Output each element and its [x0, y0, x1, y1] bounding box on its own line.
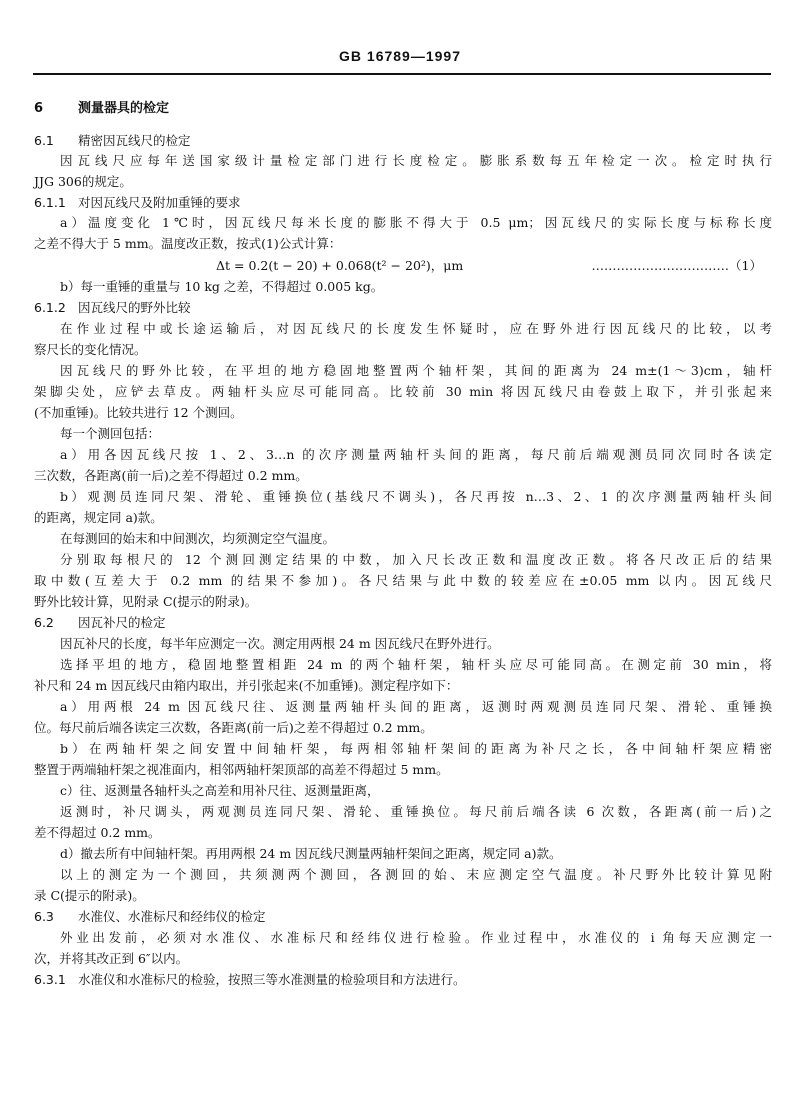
paragraph-line: a）用各因瓦线尺按 1、2、3…n 的次序测量两轴杆头间的距离，每尺前后端观测员同次同时各读定 [60, 447, 772, 462]
paragraph-line: 取中数(互差大于 0.2 mm 的结果不参加)。各尺结果与此中数的较差应在±0.05 mm 以内。因瓦线尺 [34, 573, 772, 588]
paragraph-line: 位。每尺前后端各读定三次数，各距离(前一后)之差不得超过 0.2 mm。 [34, 720, 433, 735]
section-title: 水准仪、水准标尺和经纬仪的检定 [78, 909, 266, 924]
section-number: 6.1.2 [34, 300, 66, 315]
paragraph-line: 外业出发前，必须对水准仪、水准标尺和经纬仪进行检验。作业过程中，水准仪的 i 角每天应测定一 [60, 930, 772, 945]
section-number: 6.1 [34, 133, 54, 148]
paragraph-line: b）每一重锤的重量与 10 kg 之差，不得超过 0.005 kg。 [60, 279, 384, 294]
section-title: 对因瓦线尺及附加重锤的要求 [78, 195, 241, 210]
paragraph-line: 差不得超过 0.2 mm。 [34, 825, 161, 840]
paragraph-line: 架脚尖处，应铲去草皮。两轴杆头应尽可能同高。比较前 30 min 将因瓦线尺由卷鼓上取下，并引张起来 [34, 384, 772, 399]
paragraph-line: 因瓦线尺的野外比较，在平坦的地方稳固地整置两个轴杆架，其间的距离为 24 m±(1～3)cm，轴杆 [60, 363, 772, 378]
section-6-1-2-heading [34, 300, 774, 316]
paragraph-line: b）观测员连同尺架、滑轮、重锤换位(基线尺不调头)，各尺再按 n…3、2、1 的次序测量两轴杆头间 [60, 489, 772, 504]
section-6-3-heading [34, 909, 774, 925]
paragraph-line: 每一个测回包括： [60, 426, 161, 441]
section-text: 水准仪和水准标尺的检验，按照三等水准测量的检验项目和方法进行。 [78, 972, 466, 987]
paragraph-line: 整置于两端轴杆架之视准面内，相邻两轴杆架顶部的高差不得超过 5 mm。 [34, 762, 449, 777]
paragraph-line: 分别取每根尺的 12 个测回测定结果的中数，加入尺长改正数和温度改正数。将各尺改正后的结果 [60, 552, 772, 567]
paragraph-line: (不加重锤)。比较共进行 12 个测回。 [34, 405, 243, 420]
paragraph-line: d）撤去所有中间轴杆架。再用两根 24 m 因瓦线尺测量两轴杆架间之距离，规定同 a)款。 [60, 846, 562, 861]
paragraph-line: 在每测回的始末和中间测次，均须测定空气温度。 [60, 531, 336, 546]
paragraph-line: 以上的测定为一个测回，共须测两个测回，各测回的始、末应测定空气温度。补尺野外比较计算见附 [60, 867, 772, 882]
paragraph-line: 选择平坦的地方，稳固地整置相距 24 m 的两个轴杆架，轴杆头应尽可能同高。在测定前 30 min，将 [60, 657, 772, 672]
paragraph-line: 因瓦线尺应每年送国家级计量检定部门进行长度检定。膨胀系数每五年检定一次。检定时执行 [60, 153, 772, 168]
standard-number-header: GB 16789—1997 [339, 48, 461, 64]
paragraph-line: a）用两根 24 m 因瓦线尺往、返测量两轴杆头间的距离，返测时两观测员连同尺架、滑轮、重锤换 [60, 699, 772, 714]
section-number: 6.3 [34, 909, 54, 924]
section-number: 6.1.1 [34, 195, 66, 210]
section-number: 6 [34, 101, 44, 116]
section-title: 因瓦线尺的野外比较 [78, 300, 191, 315]
section-number: 6.2 [34, 615, 54, 630]
paragraph-line: 在作业过程中或长途运输后，对因瓦线尺的长度发生怀疑时，应在野外进行因瓦线尺的比较，以考 [60, 321, 772, 336]
paragraph-line: 录 C(提示的附录)。 [34, 888, 145, 903]
formula-1-number: ……………………………（1） [591, 258, 762, 273]
section-6-heading [34, 101, 774, 117]
paragraph-line: 补尺和 24 m 因瓦线尺由箱内取出，并引张起来(不加重锤)。测定程序如下： [34, 678, 459, 693]
paragraph-line: 察尺长的变化情况。 [34, 342, 147, 357]
paragraph-line: c）往、返测量各轴杆头之高差和用补尺往、返测量距离， [60, 783, 380, 798]
paragraph-line: 返测时，补尺调头，两观测员连同尺架、滑轮、重锤换位。每尺前后端各读 6 次数，各距离(前一后)之 [60, 804, 772, 819]
section-title: 精密因瓦线尺的检定 [78, 133, 191, 148]
header-rule [33, 73, 771, 75]
section-6-1-heading [34, 133, 774, 149]
paragraph-line: 之差不得大于 5 mm。温度改正数，按式(1)公式计算： [34, 236, 342, 251]
paragraph-line: 三次数，各距离(前一后)之差不得超过 0.2 mm。 [34, 468, 308, 483]
formula-1: Δt = 0.2(t − 20) + 0.068(t² − 20²)，μm [216, 258, 464, 273]
section-title: 因瓦补尺的检定 [78, 615, 166, 630]
section-number: 6.3.1 [34, 972, 66, 987]
paragraph-line: 因瓦补尺的长度，每半年应测定一次。测定用两根 24 m 因瓦线尺在野外进行。 [60, 636, 500, 651]
section-title: 测量器具的检定 [78, 101, 170, 116]
paragraph-line: 的距离，规定同 a)款。 [34, 510, 163, 525]
section-6-2-heading [34, 615, 774, 631]
paragraph-line: b）在两轴杆架之间安置中间轴杆架，每两相邻轴杆架间的距离为补尺之长，各中间轴杆架应精密 [60, 741, 772, 756]
paragraph-line: 次，并将其改正到 6″以内。 [34, 951, 189, 966]
paragraph-line: JJG 306的规定。 [34, 174, 132, 189]
section-6-3-1-heading [34, 972, 774, 988]
paragraph-line: a）温度变化 1℃时，因瓦线尺每米长度的膨胀不得大于 0.5 μm；因瓦线尺的实际长度与标称长度 [60, 215, 772, 230]
section-6-1-1-heading [34, 195, 774, 211]
paragraph-line: 野外比较计算，见附录 C(提示的附录)。 [34, 594, 258, 609]
